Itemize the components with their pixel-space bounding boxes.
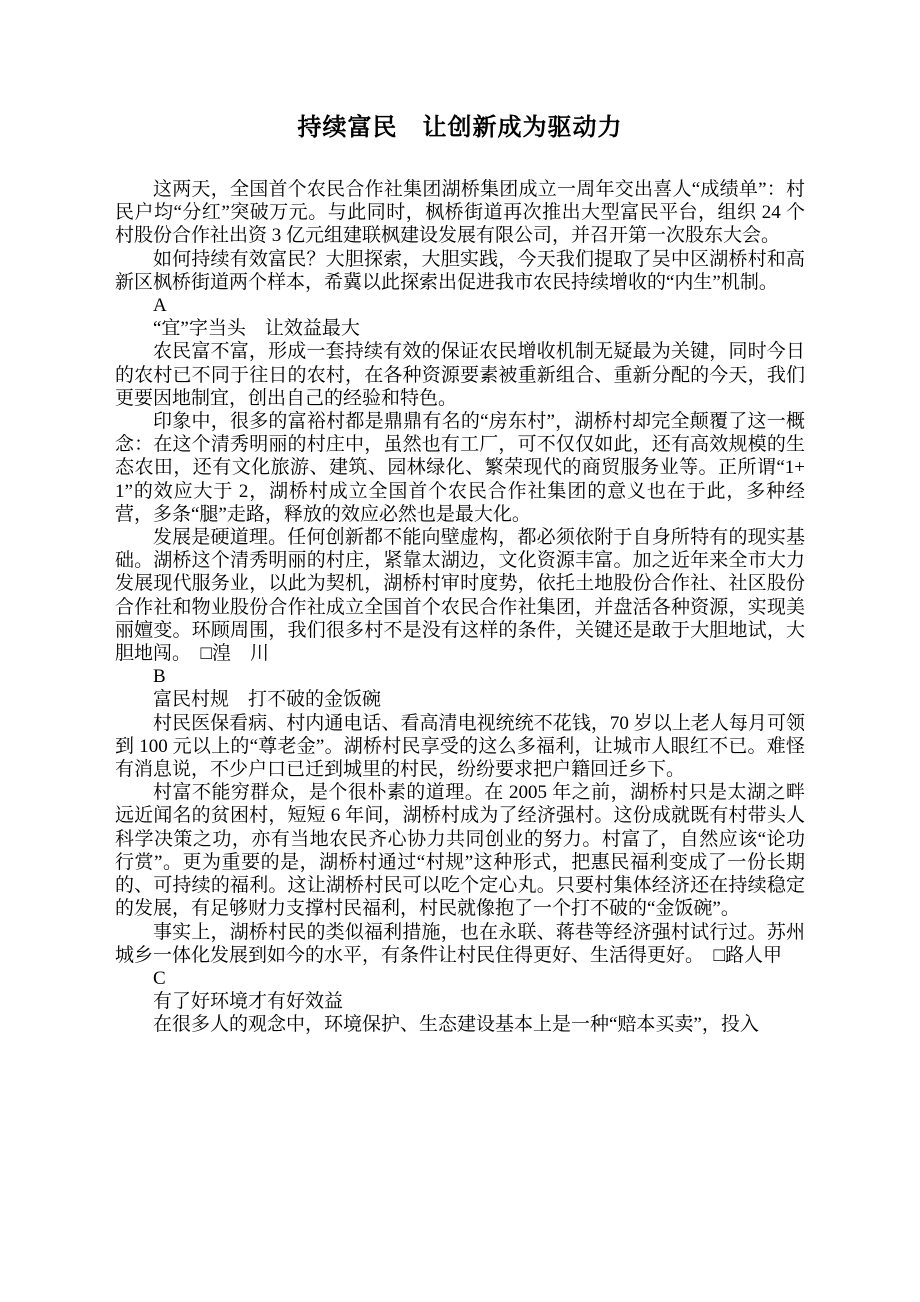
paragraph-a-3: 发展是硬道理。任何创新都不能向壁虚构，都必须依附于自身所特有的现实基础。湖桥这个清秀明丽的村庄，紧靠太湖边，文化资源丰富。加之近年来全市大力发展现代服务业，以此为契机，湖桥村审时度势，依托土地股份合作社、社区股份合作社和物业股份合作社成立全国首个农民合作社集团，并盘活各种资源，实现美丽嬗变。环顾周围，我们很多村不是没有这样的条件，关键还是敢于大胆地试，大胆地闯。 □湟 川 [115,527,805,665]
paragraph-a-2: 印象中，很多的富裕村都是鼎鼎有名的“房东村”，湖桥村却完全颠覆了这一概念：在这个清秀明丽的村庄中，虽然也有工厂，可不仅仅如此，还有高效规模的生态农田，还有文化旅游、建筑、园林绿化、繁荣现代的商贸服务业等。正所谓“1+1”的效应大于 2，湖桥村成立全国首个农民合作社集团的意义也在于此，多种经营，多条“腿”走路，释放的效应必然也是最大化。 [115,411,805,525]
section-marker-b: B [153,666,166,688]
paragraph-intro-2: 如何持续有效富民？大胆探索，大胆实践，今天我们提取了吴中区湖桥村和高新区枫桥街道两个样本，希冀以此探索出促进我市农民持续增收的“内生”机制。 [115,248,805,293]
paragraph-c-1: 在很多人的观念中，环境保护、生态建设基本上是一种“赔本买卖”，投入 [153,1014,759,1036]
section-heading-c: 有了好环境才有好效益 [153,991,344,1013]
paragraph-b-2: 村富不能穷群众，是个很朴素的道理。在 2005 年之前，湖桥村只是太湖之畔远近闻名的贫困村，短短 6 年间，湖桥村成为了经济强村。这份成就既有村带头人科学决策之功，亦有当地农民齐心协力共同创业的努力。村富了，自然应该“论功行赏”。更为重要的是，湖桥村通过“村规”这种形式，把惠民福利变成了一份长期的、可持续的福利。这让湖桥村民可以吃个定心丸。只要村集体经济还在持续稳定的发展，有足够财力支撑村民福利，村民就像抱了一个打不破的“金饭碗”。 [115,782,805,920]
section-marker-a: A [153,295,167,317]
document-title: 持续富民 让创新成为驱动力 [297,115,623,141]
section-marker-c: C [153,967,166,989]
section-heading-a: “宜”字当头 让效益最大 [153,318,360,340]
paragraph-intro-1: 这两天，全国首个农民合作社集团湖桥集团成立一周年交出喜人“成绩单”：村民户均“分红”突破万元。与此同时，枫桥街道再次推出大型富民平台，组织 24 个村股份合作社出资 3 亿元组建联枫建设发展有限公司，并召开第一次股东大会。 [115,179,805,247]
paragraph-b-3: 事实上，湖桥村民的类似福利措施，也在永联、蒋巷等经济强村试行过。苏州城乡一体化发展到如今的水平，有条件让村民住得更好、生活得更好。 □路人甲 [115,921,805,966]
section-heading-b: 富民村规 打不破的金饭碗 [153,689,382,711]
paragraph-a-1: 农民富不富，形成一套持续有效的保证农民增收机制无疑最为关键，同时今日的农村已不同于往日的农村，在各种资源要素被重新组合、重新分配的今天，我们更要因地制宜，创出自己的经验和特色。 [115,341,805,409]
paragraph-b-1: 村民医保看病、村内通电话、看高清电视统统不花钱，70 岁以上老人每月可领到 100 元以上的“尊老金”。湖桥村民享受的这么多福利，让城市人眼红不已。难怪有消息说，不少户口已迁到城里的村民，纷纷要求把户籍回迁乡下。 [115,712,805,781]
